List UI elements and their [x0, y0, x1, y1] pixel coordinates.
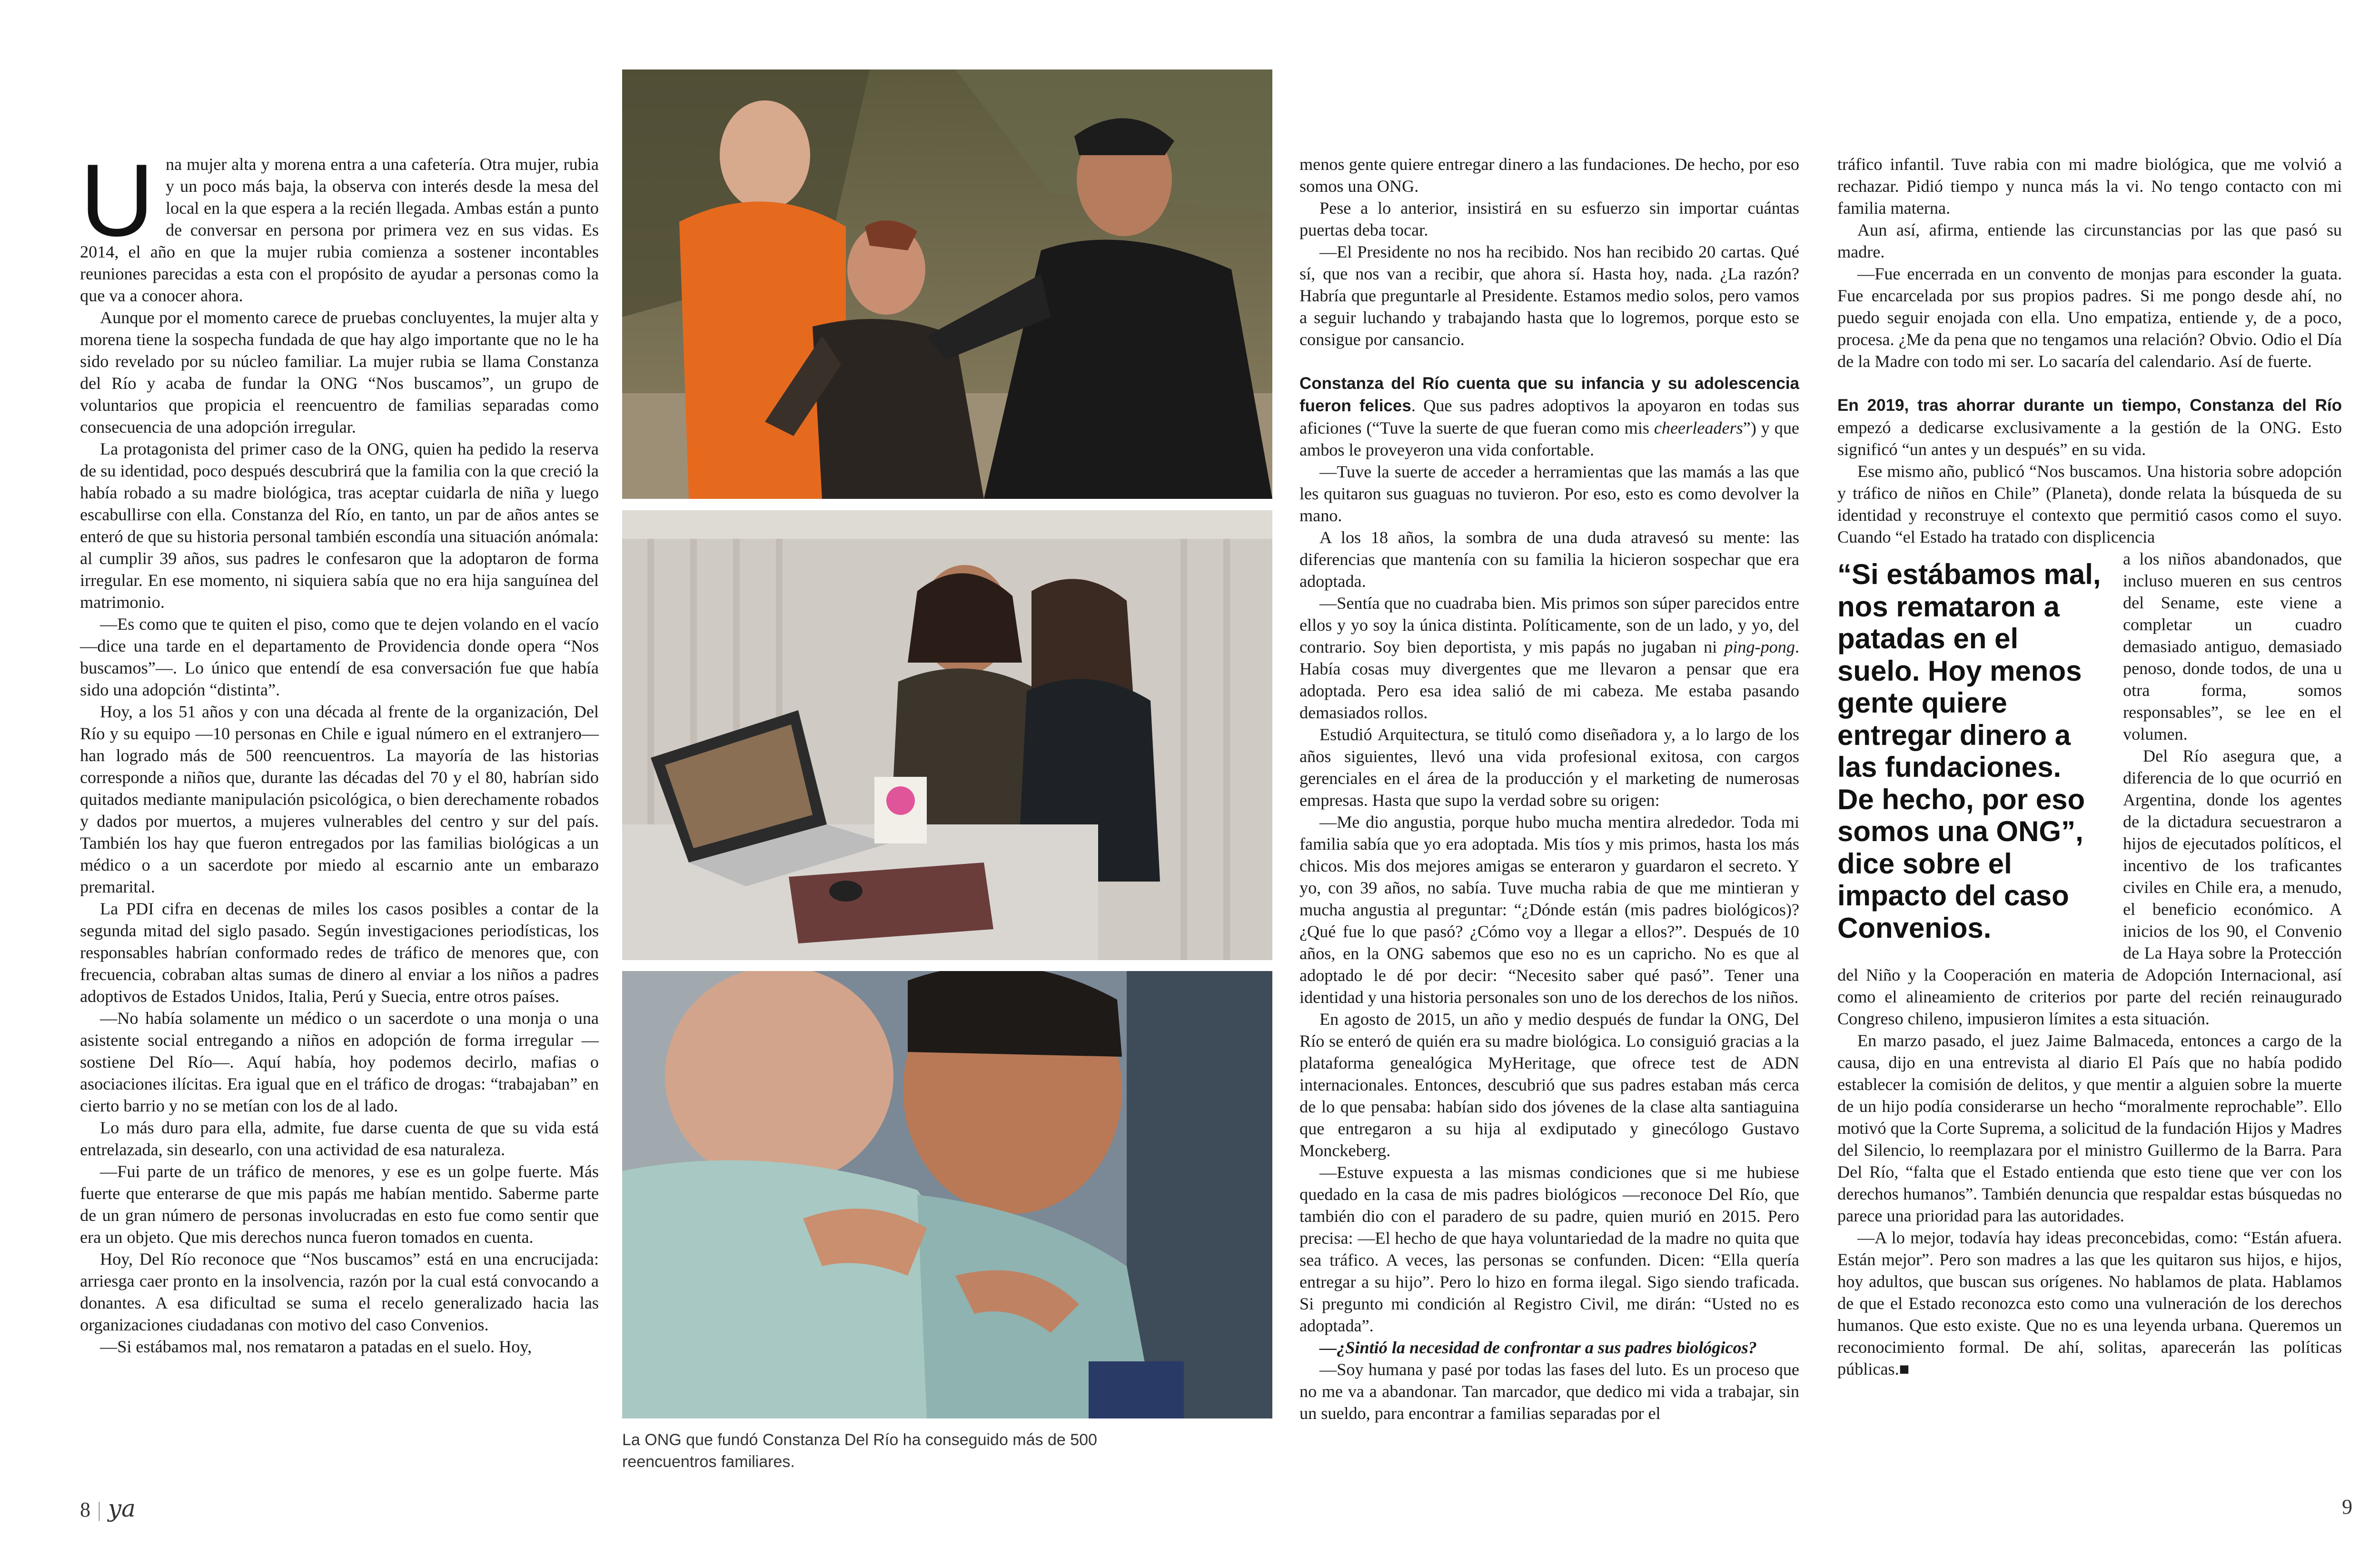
folio-left: [80, 1495, 136, 1522]
article-column-middle: [1299, 153, 1799, 1424]
article-paragraph: Estudió Arquitectura, se tituló como diseñadora y, a lo largo de los años siguientes, llevó una vida profesional exitosa, con cargos gerenciales en el área de la producción y el marketing de numerosas empresas. Hasta que supo la verdad sobre su origen:: [1299, 725, 1799, 810]
article-paragraph: Lo más duro para ella, admite, fue darse cuenta de que su vida está entrelazada, sin desearlo, con una actividad de esa naturaleza.: [80, 1118, 599, 1159]
article-paragraph: —Tuve la suerte de acceder a herramientas que las mamás a las que les quitaron sus guaguas no tuvieron. Por eso, esto es como devolver la mano.: [1299, 462, 1799, 525]
article-paragraph: Ese mismo año, publicó “Nos buscamos. Una historia sobre adopción y tráfico de niños en Chile” (Planeta), donde relata la búsqueda de su identidad y reconstruye el contexto que permitió casos como el suyo. Cuando “el Estado ha tratado con displicencia: [1837, 462, 2342, 546]
folio-separator: |: [97, 1498, 101, 1521]
photo-reunion-hug-outdoors: [622, 69, 1272, 499]
article-paragraph: —No había solamente un médico o un sacerdote o una monja o una asistente social entregando a niños en adopción de forma irregular —sostiene Del Río—. Aquí había, hoy podemos decirlo, mafias o asociaciones ilícitas. Era igual que en el tráfico de drogas: “trabajaban” en cierto barrio y no se metían con los de al lado.: [80, 1009, 599, 1115]
article-paragraph: Hoy, a los 51 años y con una década al frente de la organización, Del Río y su equipo —10 personas en Chile e igual número en el extranjero— han logrado más de 500 reencuentros. La mayoría de las historias corresponde a niños que, durante las décadas del 70 y el 80, habrían sido quitados mediante manipulación psicológica, o bien derechamente robados y dados por muertos, a mujeres vulnerables del centro y sur del país. También los hay que fueron entregados por las familias biológicas a un médico o a un sacerdote por miedo al escarnio ante un embarazo premarital.: [80, 702, 599, 896]
article-paragraph: —Fue encerrada en un convento de monjas para esconder la guata. Fue encarcelada por sus propios padres. Si me pongo desde ahí, no puedo seguir enojada con ella. Uno empatiza, entiende y, de a poco, procesa. ¿Me da pena que no tengamos una relación? Obvio. Odio el Día de la Madre con todo mi ser. Lo sacaría del calendario. Así de fuerte.: [1837, 264, 2342, 371]
page-number-right: 9: [2342, 1495, 2352, 1518]
article-paragraph: En marzo pasado, el juez Jaime Balmaceda, entonces a cargo de la causa, dijo en una entrevista al diario El País que no había podido establecer la comisión de delitos, y que mentir a alguien sobre la muerte de un hijo podía considerarse un hecho “moralmente reprochable”. Ello motivó que la Corte Suprema, a solicitud de la fundación Hijos y Madres del Silencio, lo reemplazara por el ministro Guillermo de la Barra. Para Del Río, “falta que el Estado entienda que esto tiene que ver con los derechos humanos”. También denuncia que respaldar estas búsquedas no parece una prioridad para las autoridades.: [1837, 1031, 2342, 1225]
article-paragraph: —A lo mejor, todavía hay ideas preconcebidas, como: “Están afuera. Están mejor”. Pero son madres a las que les quitaron sus hijos, e hijos, hoy adultos, que buscan sus orígenes. No hablamos de plata. Hablamos de que el Estado reconozca esto como una vulneración de los derechos humanos. Que esto existe. Que no es una leyenda urbana. Queremos un reconocimiento formal. De ahí, solitas, aparecerán las políticas públicas.■: [1837, 1228, 2342, 1378]
article-paragraph: —Estuve expuesta a las mismas condiciones que si me hubiese quedado en la casa de mis padres biológicos —reconoce Del Río, que también dio con el paradero de su padre, quien murió en 2015. Pero precisa: —El hecho de que haya voluntariedad de la madre no quita que sea tráfico. A veces, las personas se confunden. Dicen: “Ella quería entregar a su hijo”. Pero lo hizo en forma ilegal. Sigo siendo traficada. Si pregunto mi condición al Registro Civil, me dirán: “Usted no es adoptada”.: [1299, 1163, 1799, 1335]
section-lead-bold: En 2019, tras ahorrar durante un tiempo, Constanza del Río: [1837, 396, 2342, 415]
article-paragraph: Aunque por el momento carece de pruebas concluyentes, la mujer alta y morena tiene la sospecha fundada de que hay algo importante que no le ha sido revelado por su núcleo familiar. La mujer rubia se llama Constanza del Río y acaba de fundar la ONG “Nos buscamos”, un grupo de voluntarios que propicia el reencuentro de familias separadas como consecuencia de una adopción irregular.: [80, 308, 599, 436]
article-paragraph: Del Río asegura que, a diferencia de lo que ocurrió en Argentina, donde los agentes de la dictadura secuestraron a hijos de ejecutados políticos, el incentivo de los traficantes civiles en Chile era, a menudo, el beneficio económico. A inicios de los 90, el Convenio de La Haya sobre la Protección del Niño y la Cooperación en materia de Adopción Internacional, así como el alineamiento de criterios por parte del recién reinaugurado Congreso chileno, impusieron límites a esta situación.: [1837, 746, 2342, 1028]
article-paragraph: Aun así, afirma, entiende las circunstancias por las que pasó su madre.: [1837, 220, 2342, 261]
pull-quote: “Si estábamos mal, nos remataron a patadas en el suelo. Hoy menos gente quiere entregar dinero a las fundaciones. De hecho, por eso somos una ONG”, dice sobre el impacto del caso Convenios.: [1837, 558, 2101, 944]
article-paragraph: a los niños abandonados, que incluso mueren en sus centros del Sename, este viene a completar un cuadro demasiado antiguo, demasiado penoso, donde todos, de una u otra forma, somos responsables”, se lee en el volumen.: [2123, 549, 2342, 744]
article-paragraph: Pese a lo anterior, insistirá en su esfuerzo sin importar cuántas puertas deba tocar.: [1299, 198, 1799, 239]
article-paragraph: menos gente quiere entregar dinero a las fundaciones. De hecho, por eso somos una ONG.: [1299, 155, 1799, 196]
article-column-left: [80, 142, 599, 1358]
magazine-logo: ya: [108, 1495, 136, 1522]
opening-paragraph: Una mujer alta y morena entra a una cafetería. Otra mujer, rubia y un poco más baja, la observa con interés desde la mesa del local en la que espera a la recién llegada. Ambas están a punto de conversar en persona por primera vez en sus vidas. Es 2014, el año en que la mujer rubia comienza a sostener incontables reuniones parecidas a esta con el propósito de ayudar a personas como la que va a conocer ahora.: [80, 142, 599, 305]
article-paragraph: Hoy, Del Río reconoce que “Nos buscamos” está en una encrucijada: arriesga caer pronto en la insolvencia, razón por la cual está convocando a donantes. A esa dificultad se suma el recelo generalizado hacia las organizaciones ciudadanas con motivo del caso Convenios.: [80, 1250, 599, 1334]
interview-question: —¿Sintió la necesidad de confrontar a sus padres biológicos?: [1319, 1338, 1757, 1357]
article-paragraph: —El Presidente no nos ha recibido. Nos han recibido 20 cartas. Qué sí, que nos van a recibir, que ahora sí. Hasta hoy, nada. ¿La razón? Habría que preguntarle al Presidente. Estamos medio solos, pero vamos a seguir luchando y trabajando hasta que lo logremos, porque esto se consigue por cansancio.: [1299, 242, 1799, 349]
drop-cap: U: [80, 142, 154, 258]
photo-emotional-embrace: [622, 971, 1272, 1418]
end-mark: ■: [1899, 1359, 1910, 1378]
photo-caption: La ONG que fundó Constanza Del Río ha conseguido más de 500 reencuentros familiares.: [622, 1431, 1097, 1471]
article-paragraph: En agosto de 2015, un año y medio después de fundar la ONG, Del Río se enteró de quién era su madre biológica. Lo consiguió gracias a la plataforma genealógica MyHeritage, que ofrece test de ADN internacionales. Entonces, descubrió que sus padres estaban más cerca de lo que pensaba: habían sido dos jóvenes de la clase alta santiaguina que entregaron a su hija al exdiputado y ginecólogo Gustavo Monckeberg.: [1299, 1010, 1799, 1160]
article-paragraph: —Me dio angustia, porque hubo mucha mentira alrededor. Toda mi familia sabía que yo era adoptada. Mis tíos y mis primos, hasta los más chicos. Mis dos mejores amigas se enteraron y guardaron el secreto. Y yo, con 39 años, no sabía. Tuve mucha rabia de que me mintieran y mucha angustia al preguntar: “¿Dónde están (mis padres biológicos)? ¿Qué fue lo que pasó? ¿Cómo voy a llegar a ellos?”. Después de 10 años, en la ONG sabemos que eso no es un capricho. No es que al adoptado le dé por decir: “Necesito saber qué pasó”. Tener una identidad y una historia personales son uno de los derechos de los niños.: [1299, 813, 1799, 1007]
article-paragraph: —Sentía que no cuadraba bien. Mis primos son súper parecidos entre ellos y yo soy la única distinta. Políticamente, son de un lado, y yo, del contrario. Soy bien deportista, y mis papás no jugaban ni ping-pong. Había cosas muy divergentes que me llevaron a pensar que era adoptada. Pero esa idea salió de mi cabeza. Me estaba pasando demasiados rollos.: [1299, 594, 1799, 722]
section-lead-paragraph: Constanza del Río cuenta que su infancia y su adolescencia fueron felices. Que sus padres adoptivos la apoyaron en todas sus aficiones (“Tuve la suerte de que fueran como mis cheerleaders”) y que ambos le proveyeron una vida confortable.: [1299, 374, 1799, 459]
article-paragraph: tráfico infantil. Tuve rabia con mi madre biológica, que me volvió a rechazar. Pidió tiempo y nunca más la vi. No tengo contacto con mi familia materna.: [1837, 155, 2342, 218]
article-paragraph: A los 18 años, la sombra de una duda atravesó su mente: las diferencias que mantenía con su familia la hicieron sospechar que era adoptada.: [1299, 528, 1799, 591]
article-paragraph: La protagonista del primer caso de la ONG, quien ha pedido la reserva de su identidad, poco después descubrirá que la familia con la que creció la había robado a su madre biológica, tras aceptar cuidarla de niña y luego escabullirse con ella. Constanza del Río, en tanto, un par de años antes se enteró de que su historia personal también escondía una situación anómala: al cumplir 39 años, sus padres le confesaron que la adoptaron de forma irregular. En ese momento, ni siquiera sabía que no era hija sanguínea del matrimonio.: [80, 439, 599, 612]
section-lead-bold: Constanza del Río cuenta que su infancia y su adolescencia fueron felices: [1299, 374, 1799, 415]
article-paragraph: —Fui parte de un tráfico de menores, y ese es un golpe fuerte. Más fuerte que enterarse de que mis papás me habían mentido. Saberme parte de un gran número de personas involucradas en esto fue como sentir que era un objeto. Que mis derechos nunca fueron tomados en cuenta.: [80, 1162, 599, 1247]
article-paragraph: La PDI cifra en decenas de miles los casos posibles a contar de la segunda mitad del siglo pasado. Según investigaciones periodísticas, los responsables habrían conformado redes de tráfico de menores que, con frecuencia, cobraban altas sumas de dinero al enviar a los niños a padres adoptivos de Estados Unidos, Italia, Perú y Suecia, entre otros países.: [80, 899, 599, 1006]
article-column-right: [1837, 153, 2342, 1380]
article-paragraph: —Si estábamos mal, nos remataron a patadas en el suelo. Hoy,: [100, 1337, 532, 1356]
section-lead-paragraph: En 2019, tras ahorrar durante un tiempo, Constanza del Río empezó a dedicarse exclusivamente a la gestión de la ONG. Esto significó “un antes y un después” en su vida.: [1837, 396, 2342, 459]
article-paragraph: —Soy humana y pasé por todas las fases del luto. Es un proceso que no me va a abandonar. Tan marcador, que dedico mi vida a trabajar, sin un sueldo, para encontrar a familias separadas por el: [1299, 1360, 1799, 1423]
article-paragraph: —Es como que te quiten el piso, como que te dejen volando en el vacío —dice una tarde en el departamento de Providencia donde opera “Nos buscamos”—. Lo único que entendí de esa conversación fue que había sido una adopción “distinta”.: [80, 615, 599, 699]
photo-women-with-laptop: [622, 510, 1272, 960]
page-number-left: 8: [80, 1498, 90, 1521]
